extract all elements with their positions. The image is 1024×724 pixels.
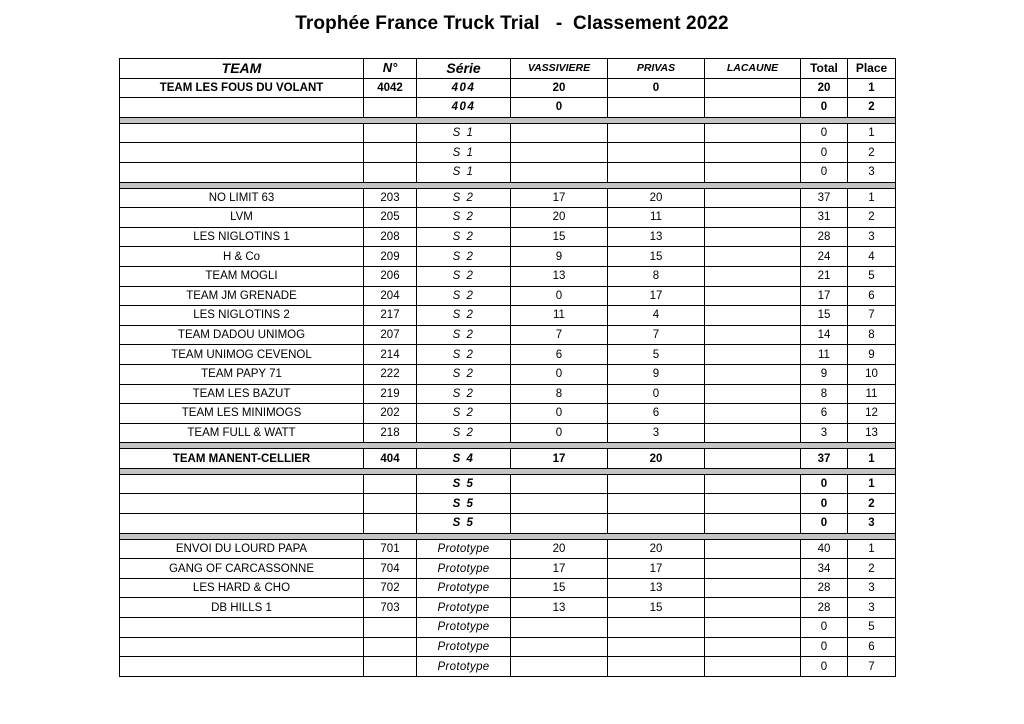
cell-number: 404: [364, 449, 417, 469]
cell-place: 1: [848, 539, 896, 559]
cell-lacaune: [705, 578, 801, 598]
header-total: Total: [801, 59, 848, 79]
cell-place: 6: [848, 637, 896, 657]
cell-total: 0: [801, 514, 848, 534]
cell-place: 7: [848, 306, 896, 326]
cell-privas: 9: [608, 364, 705, 384]
cell-team: [120, 618, 364, 638]
cell-place: 8: [848, 325, 896, 345]
cell-number: 4042: [364, 78, 417, 98]
cell-lacaune: [705, 539, 801, 559]
table-row: [120, 325, 896, 345]
header-row: [120, 59, 896, 79]
cell-vassiviere: [511, 474, 608, 494]
table-row: [120, 578, 896, 598]
cell-lacaune: [705, 325, 801, 345]
cell-serie: Prototype: [417, 657, 511, 677]
cell-place: 12: [848, 404, 896, 424]
cell-lacaune: [705, 598, 801, 618]
cell-serie: Prototype: [417, 637, 511, 657]
cell-number: 701: [364, 539, 417, 559]
cell-number: 702: [364, 578, 417, 598]
cell-lacaune: [705, 404, 801, 424]
cell-team: TEAM FULL & WATT: [120, 423, 364, 443]
cell-total: 14: [801, 325, 848, 345]
cell-place: 4: [848, 247, 896, 267]
cell-total: 28: [801, 598, 848, 618]
cell-number: 209: [364, 247, 417, 267]
cell-total: 28: [801, 227, 848, 247]
cell-number: [364, 162, 417, 182]
cell-lacaune: [705, 345, 801, 365]
cell-place: 2: [848, 98, 896, 118]
cell-serie: S 1: [417, 143, 511, 163]
cell-vassiviere: [511, 143, 608, 163]
cell-number: 207: [364, 325, 417, 345]
cell-total: 0: [801, 162, 848, 182]
table-row: [120, 637, 896, 657]
cell-place: 11: [848, 384, 896, 404]
cell-privas: 6: [608, 404, 705, 424]
cell-team: H & Co: [120, 247, 364, 267]
header-lacaune: LACAUNE: [705, 59, 801, 79]
cell-place: 7: [848, 657, 896, 677]
cell-number: [364, 637, 417, 657]
cell-vassiviere: 11: [511, 306, 608, 326]
cell-team: DB HILLS 1: [120, 598, 364, 618]
cell-number: [364, 98, 417, 118]
header-serie: Série: [417, 59, 511, 79]
cell-total: 11: [801, 345, 848, 365]
cell-serie: S 2: [417, 423, 511, 443]
cell-vassiviere: 15: [511, 227, 608, 247]
cell-lacaune: [705, 143, 801, 163]
cell-serie: S 2: [417, 345, 511, 365]
cell-lacaune: [705, 162, 801, 182]
cell-team: TEAM UNIMOG CEVENOL: [120, 345, 364, 365]
cell-number: 218: [364, 423, 417, 443]
cell-lacaune: [705, 657, 801, 677]
cell-vassiviere: 17: [511, 188, 608, 208]
cell-place: 2: [848, 143, 896, 163]
cell-team: LVM: [120, 208, 364, 228]
cell-serie: S 2: [417, 208, 511, 228]
cell-place: 2: [848, 208, 896, 228]
table-row: [120, 618, 896, 638]
cell-serie: Prototype: [417, 559, 511, 579]
table-row: [120, 98, 896, 118]
cell-serie: S 2: [417, 325, 511, 345]
cell-serie: S 2: [417, 364, 511, 384]
cell-place: 1: [848, 78, 896, 98]
cell-number: [364, 143, 417, 163]
cell-privas: 13: [608, 227, 705, 247]
cell-team: NO LIMIT 63: [120, 188, 364, 208]
cell-vassiviere: 0: [511, 286, 608, 306]
cell-number: [364, 123, 417, 143]
cell-total: 0: [801, 657, 848, 677]
table-row: [120, 266, 896, 286]
cell-number: 208: [364, 227, 417, 247]
table-row: [120, 539, 896, 559]
cell-number: 206: [364, 266, 417, 286]
header-vassiviere: VASSIVIERE: [511, 59, 608, 79]
cell-privas: [608, 123, 705, 143]
cell-privas: [608, 657, 705, 677]
cell-privas: 20: [608, 539, 705, 559]
cell-vassiviere: [511, 637, 608, 657]
cell-team: LES HARD & CHO: [120, 578, 364, 598]
cell-total: 0: [801, 474, 848, 494]
cell-number: 214: [364, 345, 417, 365]
cell-number: [364, 514, 417, 534]
cell-number: 222: [364, 364, 417, 384]
cell-number: 205: [364, 208, 417, 228]
cell-team: LES NIGLOTINS 2: [120, 306, 364, 326]
cell-total: 37: [801, 188, 848, 208]
cell-serie: S 2: [417, 384, 511, 404]
cell-privas: [608, 162, 705, 182]
cell-vassiviere: [511, 494, 608, 514]
page-title: Trophée France Truck Trial - Classement 2022: [295, 13, 729, 34]
table-row: [120, 449, 896, 469]
cell-team: [120, 514, 364, 534]
cell-place: 10: [848, 364, 896, 384]
cell-number: 704: [364, 559, 417, 579]
cell-privas: 3: [608, 423, 705, 443]
cell-serie: S 2: [417, 266, 511, 286]
cell-privas: 20: [608, 449, 705, 469]
cell-vassiviere: [511, 514, 608, 534]
cell-vassiviere: 0: [511, 364, 608, 384]
cell-place: 1: [848, 123, 896, 143]
cell-vassiviere: [511, 123, 608, 143]
cell-team: TEAM MOGLI: [120, 266, 364, 286]
table-row: [120, 286, 896, 306]
cell-lacaune: [705, 423, 801, 443]
cell-place: 2: [848, 559, 896, 579]
cell-team: [120, 123, 364, 143]
table-row: [120, 423, 896, 443]
cell-team: [120, 474, 364, 494]
cell-vassiviere: 6: [511, 345, 608, 365]
cell-serie: S 2: [417, 404, 511, 424]
cell-place: 5: [848, 266, 896, 286]
cell-team: LES NIGLOTINS 1: [120, 227, 364, 247]
cell-total: 37: [801, 449, 848, 469]
cell-total: 6: [801, 404, 848, 424]
cell-lacaune: [705, 384, 801, 404]
cell-privas: 7: [608, 325, 705, 345]
cell-lacaune: [705, 78, 801, 98]
cell-number: [364, 474, 417, 494]
table-row: [120, 364, 896, 384]
cell-place: 9: [848, 345, 896, 365]
header-privas: PRIVAS: [608, 59, 705, 79]
cell-vassiviere: 7: [511, 325, 608, 345]
cell-team: [120, 98, 364, 118]
cell-place: 3: [848, 514, 896, 534]
table-body: [120, 78, 896, 676]
cell-serie: Prototype: [417, 598, 511, 618]
cell-team: ENVOI DU LOURD PAPA: [120, 539, 364, 559]
cell-team: GANG OF CARCASSONNE: [120, 559, 364, 579]
cell-team: TEAM LES MINIMOGS: [120, 404, 364, 424]
table-row: [120, 474, 896, 494]
cell-serie: S 2: [417, 188, 511, 208]
table-row: [120, 208, 896, 228]
cell-serie: S 1: [417, 162, 511, 182]
ranking-table: [119, 58, 896, 677]
cell-vassiviere: 15: [511, 578, 608, 598]
cell-lacaune: [705, 514, 801, 534]
cell-total: 0: [801, 123, 848, 143]
table-row: [120, 188, 896, 208]
cell-team: [120, 637, 364, 657]
cell-serie: S 2: [417, 247, 511, 267]
cell-vassiviere: [511, 618, 608, 638]
cell-team: TEAM LES FOUS DU VOLANT: [120, 78, 364, 98]
cell-number: 217: [364, 306, 417, 326]
cell-vassiviere: 8: [511, 384, 608, 404]
cell-lacaune: [705, 247, 801, 267]
cell-lacaune: [705, 227, 801, 247]
table-row: [120, 123, 896, 143]
table-row: [120, 143, 896, 163]
cell-privas: [608, 618, 705, 638]
cell-privas: 0: [608, 384, 705, 404]
cell-place: 3: [848, 598, 896, 618]
cell-place: 1: [848, 188, 896, 208]
cell-lacaune: [705, 474, 801, 494]
table-row: [120, 162, 896, 182]
cell-lacaune: [705, 618, 801, 638]
cell-place: 3: [848, 578, 896, 598]
cell-lacaune: [705, 559, 801, 579]
cell-serie: S 5: [417, 494, 511, 514]
cell-total: 0: [801, 494, 848, 514]
cell-place: 1: [848, 474, 896, 494]
cell-team: TEAM LES BAZUT: [120, 384, 364, 404]
cell-team: TEAM MANENT-CELLIER: [120, 449, 364, 469]
cell-total: 31: [801, 208, 848, 228]
cell-number: 203: [364, 188, 417, 208]
cell-privas: 15: [608, 247, 705, 267]
cell-vassiviere: 0: [511, 423, 608, 443]
cell-serie: S 2: [417, 286, 511, 306]
cell-total: 24: [801, 247, 848, 267]
cell-number: [364, 618, 417, 638]
table-row: [120, 494, 896, 514]
cell-lacaune: [705, 98, 801, 118]
cell-serie: S 2: [417, 306, 511, 326]
cell-vassiviere: 20: [511, 208, 608, 228]
cell-number: [364, 494, 417, 514]
cell-lacaune: [705, 123, 801, 143]
cell-vassiviere: 20: [511, 539, 608, 559]
cell-vassiviere: 17: [511, 449, 608, 469]
table-row: [120, 657, 896, 677]
table-row: [120, 247, 896, 267]
cell-total: 17: [801, 286, 848, 306]
cell-privas: 13: [608, 578, 705, 598]
cell-serie: S 5: [417, 474, 511, 494]
cell-total: 9: [801, 364, 848, 384]
cell-privas: [608, 494, 705, 514]
cell-privas: 11: [608, 208, 705, 228]
cell-serie: S 5: [417, 514, 511, 534]
cell-team: TEAM PAPY 71: [120, 364, 364, 384]
cell-lacaune: [705, 208, 801, 228]
cell-team: [120, 143, 364, 163]
cell-number: [364, 657, 417, 677]
cell-place: 5: [848, 618, 896, 638]
table-row: [120, 227, 896, 247]
cell-total: 0: [801, 618, 848, 638]
cell-privas: 0: [608, 78, 705, 98]
cell-serie: 404: [417, 78, 511, 98]
cell-privas: 17: [608, 286, 705, 306]
cell-place: 2: [848, 494, 896, 514]
cell-privas: 20: [608, 188, 705, 208]
cell-privas: 5: [608, 345, 705, 365]
cell-total: 34: [801, 559, 848, 579]
cell-total: 8: [801, 384, 848, 404]
table-row: [120, 384, 896, 404]
cell-serie: S 4: [417, 449, 511, 469]
cell-privas: 17: [608, 559, 705, 579]
header-number: N°: [364, 59, 417, 79]
header-place: Place: [848, 59, 896, 79]
cell-privas: [608, 637, 705, 657]
cell-vassiviere: 20: [511, 78, 608, 98]
table-row: [120, 404, 896, 424]
cell-lacaune: [705, 364, 801, 384]
cell-total: 0: [801, 143, 848, 163]
cell-vassiviere: 13: [511, 598, 608, 618]
table-row: [120, 514, 896, 534]
cell-team: TEAM DADOU UNIMOG: [120, 325, 364, 345]
cell-total: 28: [801, 578, 848, 598]
cell-total: 21: [801, 266, 848, 286]
cell-total: 20: [801, 78, 848, 98]
cell-team: [120, 657, 364, 677]
cell-vassiviere: [511, 162, 608, 182]
table-row: [120, 598, 896, 618]
cell-number: 204: [364, 286, 417, 306]
table-row: [120, 78, 896, 98]
cell-lacaune: [705, 306, 801, 326]
cell-place: 13: [848, 423, 896, 443]
cell-lacaune: [705, 286, 801, 306]
cell-number: 202: [364, 404, 417, 424]
cell-place: 3: [848, 227, 896, 247]
cell-lacaune: [705, 266, 801, 286]
cell-total: 40: [801, 539, 848, 559]
cell-vassiviere: [511, 657, 608, 677]
cell-lacaune: [705, 494, 801, 514]
cell-total: 0: [801, 98, 848, 118]
cell-place: 1: [848, 449, 896, 469]
cell-serie: S 2: [417, 227, 511, 247]
cell-serie: Prototype: [417, 539, 511, 559]
cell-total: 15: [801, 306, 848, 326]
cell-number: 703: [364, 598, 417, 618]
header-team: TEAM: [120, 59, 364, 79]
cell-serie: Prototype: [417, 578, 511, 598]
cell-privas: [608, 514, 705, 534]
cell-lacaune: [705, 637, 801, 657]
cell-serie: Prototype: [417, 618, 511, 638]
cell-serie: 404: [417, 98, 511, 118]
cell-privas: 15: [608, 598, 705, 618]
cell-privas: [608, 143, 705, 163]
cell-place: 3: [848, 162, 896, 182]
table-row: [120, 306, 896, 326]
table-row: [120, 345, 896, 365]
cell-total: 3: [801, 423, 848, 443]
table-row: [120, 559, 896, 579]
cell-total: 0: [801, 637, 848, 657]
cell-privas: 4: [608, 306, 705, 326]
cell-place: 6: [848, 286, 896, 306]
cell-serie: S 1: [417, 123, 511, 143]
cell-number: 219: [364, 384, 417, 404]
cell-vassiviere: 13: [511, 266, 608, 286]
cell-vassiviere: 17: [511, 559, 608, 579]
cell-vassiviere: 9: [511, 247, 608, 267]
cell-team: [120, 162, 364, 182]
cell-vassiviere: 0: [511, 98, 608, 118]
cell-privas: 8: [608, 266, 705, 286]
cell-privas: [608, 98, 705, 118]
cell-lacaune: [705, 449, 801, 469]
cell-lacaune: [705, 188, 801, 208]
cell-privas: [608, 474, 705, 494]
cell-team: TEAM JM GRENADE: [120, 286, 364, 306]
cell-team: [120, 494, 364, 514]
cell-vassiviere: 0: [511, 404, 608, 424]
